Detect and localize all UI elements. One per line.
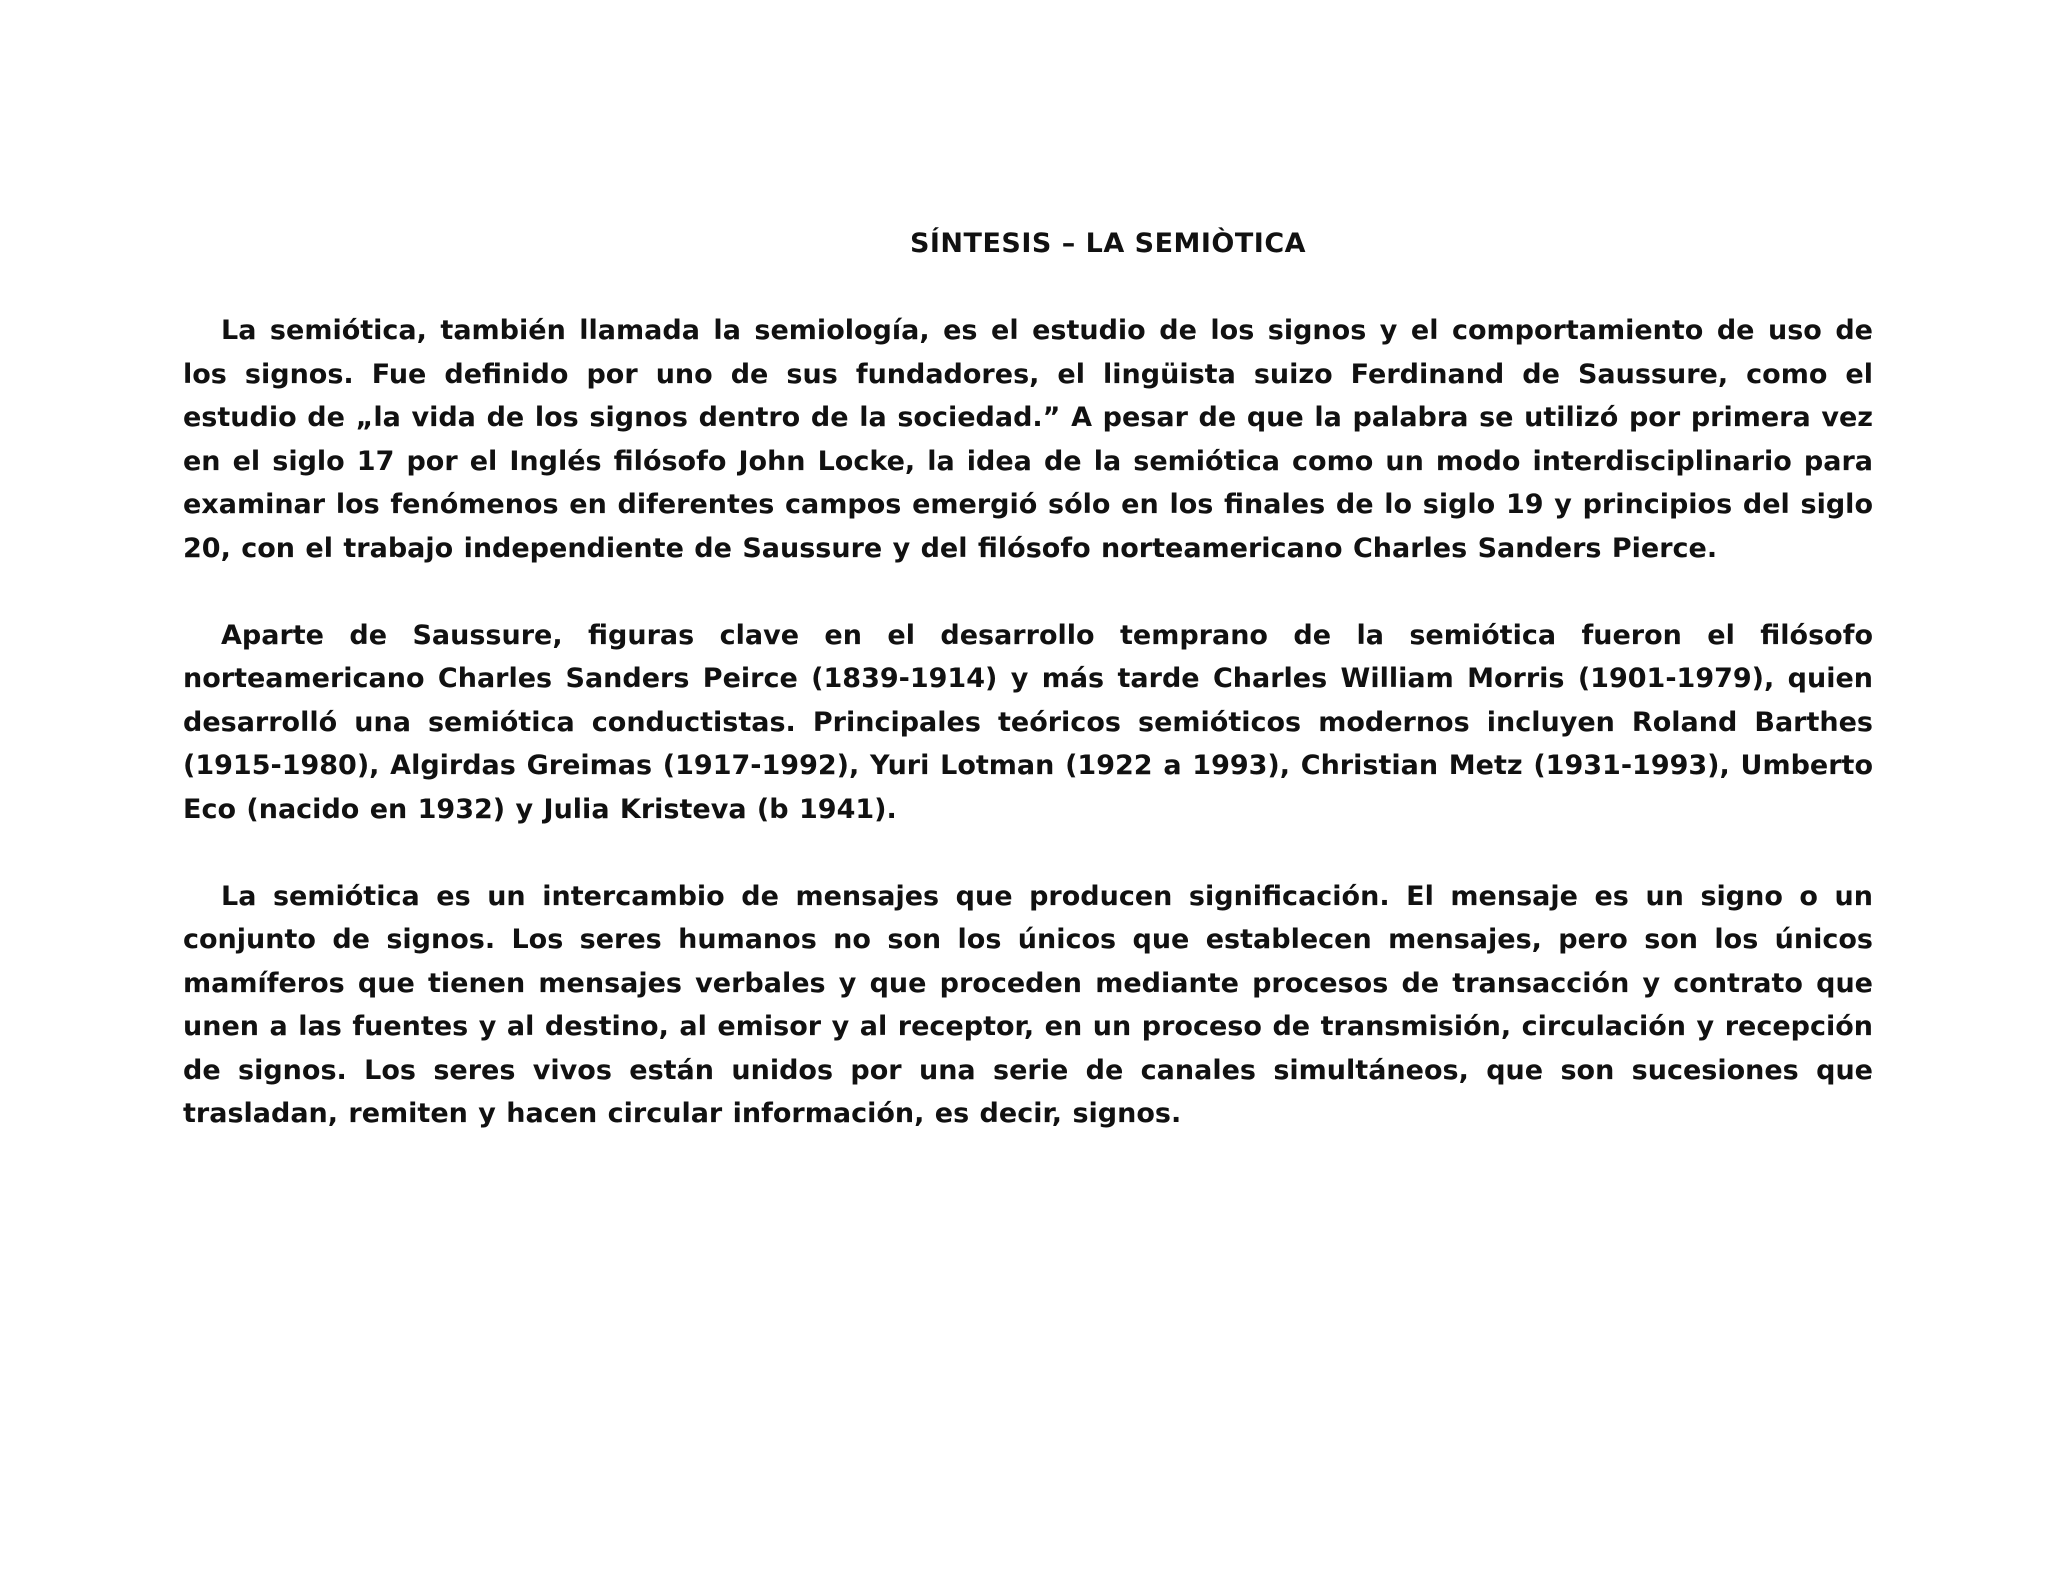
paragraph-key-figures: Aparte de Saussure, figuras clave en el desarrollo temprano de la semiótica fueron el filósofo norteamericano Charles Sanders Peirce (1839-1914) y más tarde Charles William Morris (1901-1979), quien desarrolló una semiótica conductistas. Principales teóricos semióticos modernos incluyen Roland Barthes (1915-1980), Algirdas Greimas (1917-1992), Yuri Lotman (1922 a 1993), Christian Metz (1931-1993), Umberto Eco (nacido en 1932) y Julia Kristeva (b 1941). [183,619,1873,825]
document-title: SÍNTESIS – LA SEMIÒTICA [909,228,1307,259]
document-body [183,222,1873,1136]
paragraph-message-exchange: La semiótica es un intercambio de mensajes que producen significación. El mensaje es un signo o un conjunto de signos. Los seres humanos no son los únicos que establecen mensajes, pero son los únicos mamíferos que tienen mensajes verbales y que proceden mediante procesos de transacción y contrato que unen a las fuentes y al destino, al emisor y al receptor, en un proceso de transmisión, circulación y recepción de signos. Los seres vivos están unidos por una serie de canales simultáneos, que son sucesiones que trasladan, remiten y hacen circular información, es decir, signos. [183,880,1873,1129]
paragraph-definition: La semiótica, también llamada la semiología, es el estudio de los signos y el comportamiento de uso de los signos. Fue definido por uno de sus fundadores, el lingüista suizo Ferdinand de Saussure, como el estudio de „la vida de los signos dentro de la sociedad.” A pesar de que la palabra se utilizó por primera vez en el siglo 17 por el Inglés filósofo John Locke, la idea de la semiótica como un modo interdisciplinario para examinar los fenómenos en diferentes campos emergió sólo en los finales de lo siglo 19 y principios del siglo 20, con el trabajo independiente de Saussure y del filósofo norteamericano Charles Sanders Pierce. [183,315,1873,564]
